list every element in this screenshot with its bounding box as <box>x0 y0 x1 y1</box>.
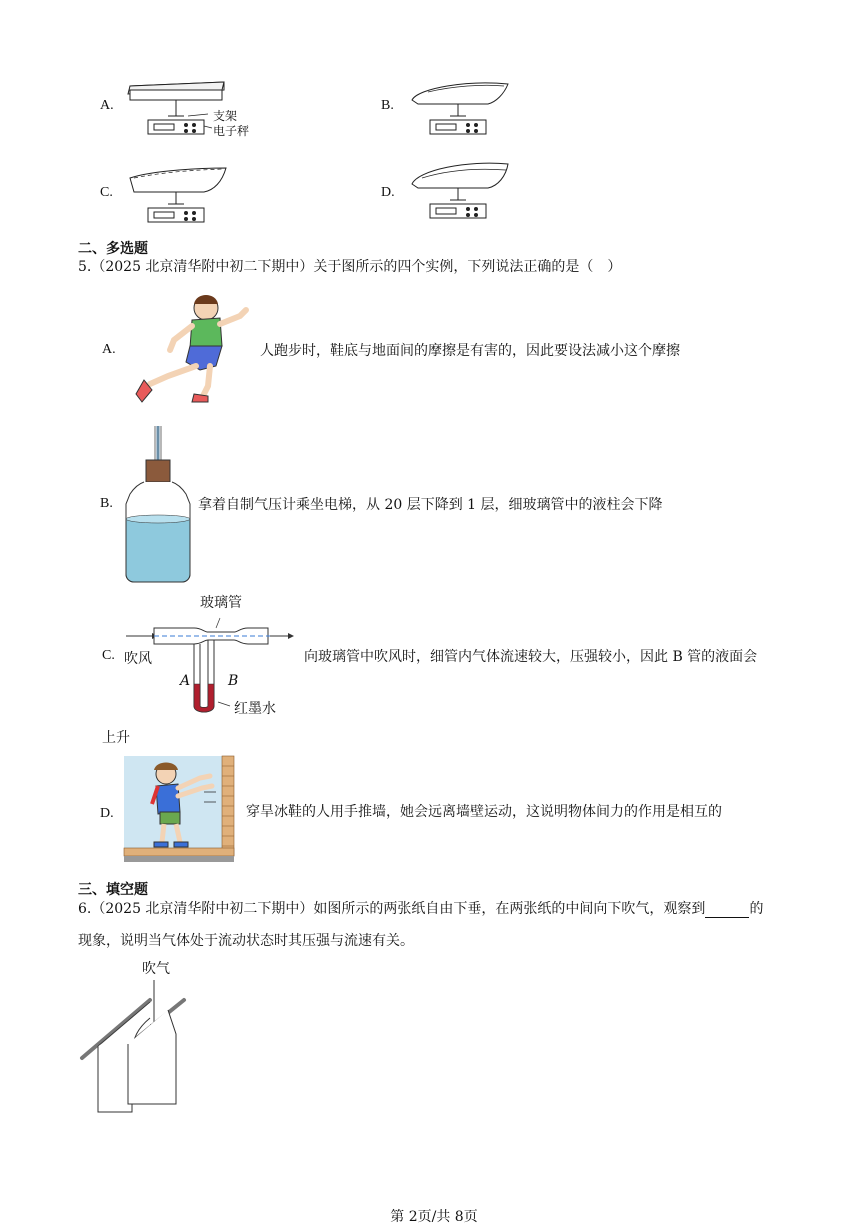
runner-figure <box>130 290 250 410</box>
two-papers-figure <box>78 978 190 1116</box>
skater-pushing-wall-figure <box>124 756 236 864</box>
q5-stem: 5.（2025 北京清华附中初二下期中）关于图所示的四个实例，下列说法正确的是（ ） <box>78 259 622 275</box>
q4-option-d-label: D. <box>381 185 395 200</box>
q5-option-d-label: D. <box>100 806 114 821</box>
q4-option-d-figure <box>408 158 518 224</box>
q4-option-c-label: C. <box>100 185 113 200</box>
barometer-bottle-figure <box>124 424 192 584</box>
q5-option-c-label: C. <box>102 648 115 663</box>
q5-option-b-label: B. <box>100 496 113 511</box>
q4-option-c-figure <box>124 164 234 226</box>
tube-b-label: B <box>228 673 239 689</box>
blow-air-label: 吹气 <box>142 961 170 977</box>
q5-option-d-text: 穿旱冰鞋的人用手推墙，她会远离墙壁运动，这说明物体间力的作用是相互的 <box>246 804 722 820</box>
page-footer: 第 2页/共 8页 <box>390 1209 478 1225</box>
q6-stem-part2: 的 <box>749 901 764 917</box>
q5-option-c-text-continued: 上升 <box>102 730 130 746</box>
section-heading-fill-in: 三、填空题 <box>78 882 148 898</box>
q4-option-b-label: B. <box>381 98 394 113</box>
scale-label: 电子秤 <box>213 124 250 138</box>
section-heading-multiple-choice: 二、多选题 <box>78 241 148 257</box>
q5-option-a-label: A. <box>102 342 116 357</box>
q5-option-b-text: 拿着自制气压计乘坐电梯，从 20 层下降到 1 层，细玻璃管中的液柱会下降 <box>198 497 663 513</box>
red-ink-label: 红墨水 <box>234 701 276 717</box>
answer-blank[interactable] <box>705 903 749 918</box>
q5-option-a-text: 人跑步时，鞋底与地面间的摩擦是有害的，因此要设法减小这个摩擦 <box>260 343 680 359</box>
q4-option-a-label: A. <box>100 98 114 113</box>
tube-a-label: A <box>180 673 191 689</box>
glass-tube-label: 玻璃管 <box>200 595 242 611</box>
q6-stem-part1: 6.（2025 北京清华附中初二下期中）如图所示的两张纸自由下垂，在两张纸的中间向下吹气，观察到 <box>78 901 706 917</box>
q5-option-c-text: 向玻璃管中吹风时，细管内气体流速较大，压强较小，因此 B 管的液面会 <box>304 649 758 665</box>
q6-stem-line2: 现象，说明当气体处于流动状态时其压强与流速有关。 <box>78 933 414 949</box>
q6-stem <box>78 900 763 918</box>
blow-label: 吹风 <box>124 651 152 667</box>
bracket-label: 支架 <box>213 109 238 123</box>
q4-option-b-figure <box>408 78 518 140</box>
